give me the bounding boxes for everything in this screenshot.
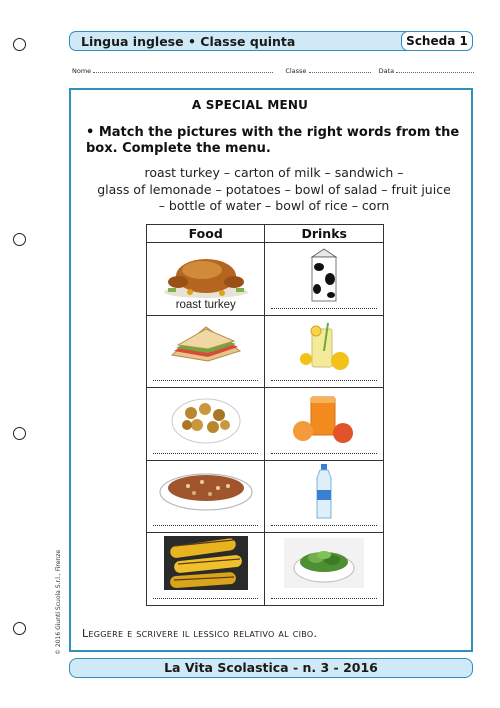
binder-hole-3	[13, 427, 26, 440]
corn-picture	[164, 536, 248, 590]
sandwich-picture	[168, 321, 244, 365]
worksheet-tag: Scheda 1	[401, 31, 473, 51]
binder-hole-1	[13, 38, 26, 51]
binder-hole-2	[13, 233, 26, 246]
fruit-juice-picture	[291, 393, 357, 445]
copyright-notice: © 2016 Giunti Scuola S.r.l., Firenze	[55, 549, 62, 655]
word-line: – bottle of water – bowl of rice – corn	[158, 198, 390, 213]
food-cell	[147, 533, 265, 606]
footer-band: La Vita Scolastica - n. 3 - 2016	[69, 658, 473, 678]
student-info-row	[72, 67, 472, 75]
table-row	[147, 388, 384, 461]
binder-hole-4	[13, 622, 26, 635]
drink-cell	[265, 388, 384, 461]
lemonade-glass-picture	[294, 321, 354, 373]
drink-cell	[265, 460, 384, 533]
drink-answer[interactable]	[271, 378, 377, 381]
column-header-food: Food	[147, 225, 265, 243]
class-label: Classe	[285, 67, 307, 75]
roast-turkey-picture	[160, 248, 252, 300]
learning-objective: Leggere e scrivere il lessico relativo al cibo.	[82, 627, 318, 640]
table-row	[147, 533, 384, 606]
word-line: roast turkey – carton of milk – sandwich –	[144, 165, 404, 180]
drink-answer[interactable]	[271, 451, 377, 454]
drink-cell	[265, 533, 384, 606]
food-cell	[147, 315, 265, 388]
instruction-text: • Match the pictures with the right words from the box. Complete the menu.	[86, 125, 460, 156]
word-box	[95, 165, 453, 215]
header-band	[69, 31, 473, 51]
subject-label: Lingua inglese • Classe quinta	[81, 34, 296, 49]
name-label: Nome	[72, 67, 92, 75]
worksheet-title: A SPECIAL MENU	[191, 98, 309, 112]
drink-answer[interactable]	[271, 306, 377, 309]
food-answer[interactable]	[153, 596, 258, 599]
drink-cell	[265, 315, 384, 388]
menu-table	[146, 224, 384, 606]
rice-bowl-picture	[158, 466, 254, 512]
food-answer[interactable]	[153, 378, 258, 381]
food-answer[interactable]	[153, 451, 258, 454]
date-label: Data	[378, 67, 395, 75]
drink-answer[interactable]	[271, 523, 377, 526]
date-field[interactable]	[396, 67, 474, 73]
name-field[interactable]	[93, 67, 273, 73]
class-field[interactable]	[309, 67, 371, 73]
drink-cell	[265, 243, 384, 316]
table-row	[147, 243, 384, 316]
table-header-row	[147, 225, 384, 243]
column-header-drinks: Drinks	[265, 225, 384, 243]
food-answer[interactable]	[153, 523, 258, 526]
food-cell	[147, 243, 265, 316]
potatoes-picture	[169, 391, 243, 445]
word-line: glass of lemonade – potatoes – bowl of salad – fruit juice	[97, 181, 451, 197]
drink-answer[interactable]	[271, 596, 377, 599]
food-cell	[147, 460, 265, 533]
water-bottle-picture	[313, 464, 335, 520]
food-answer[interactable]: roast turkey	[175, 298, 236, 311]
table-row	[147, 460, 384, 533]
milk-carton-picture	[304, 247, 344, 303]
salad-bowl-picture	[284, 538, 364, 588]
food-cell	[147, 388, 265, 461]
table-row	[147, 315, 384, 388]
